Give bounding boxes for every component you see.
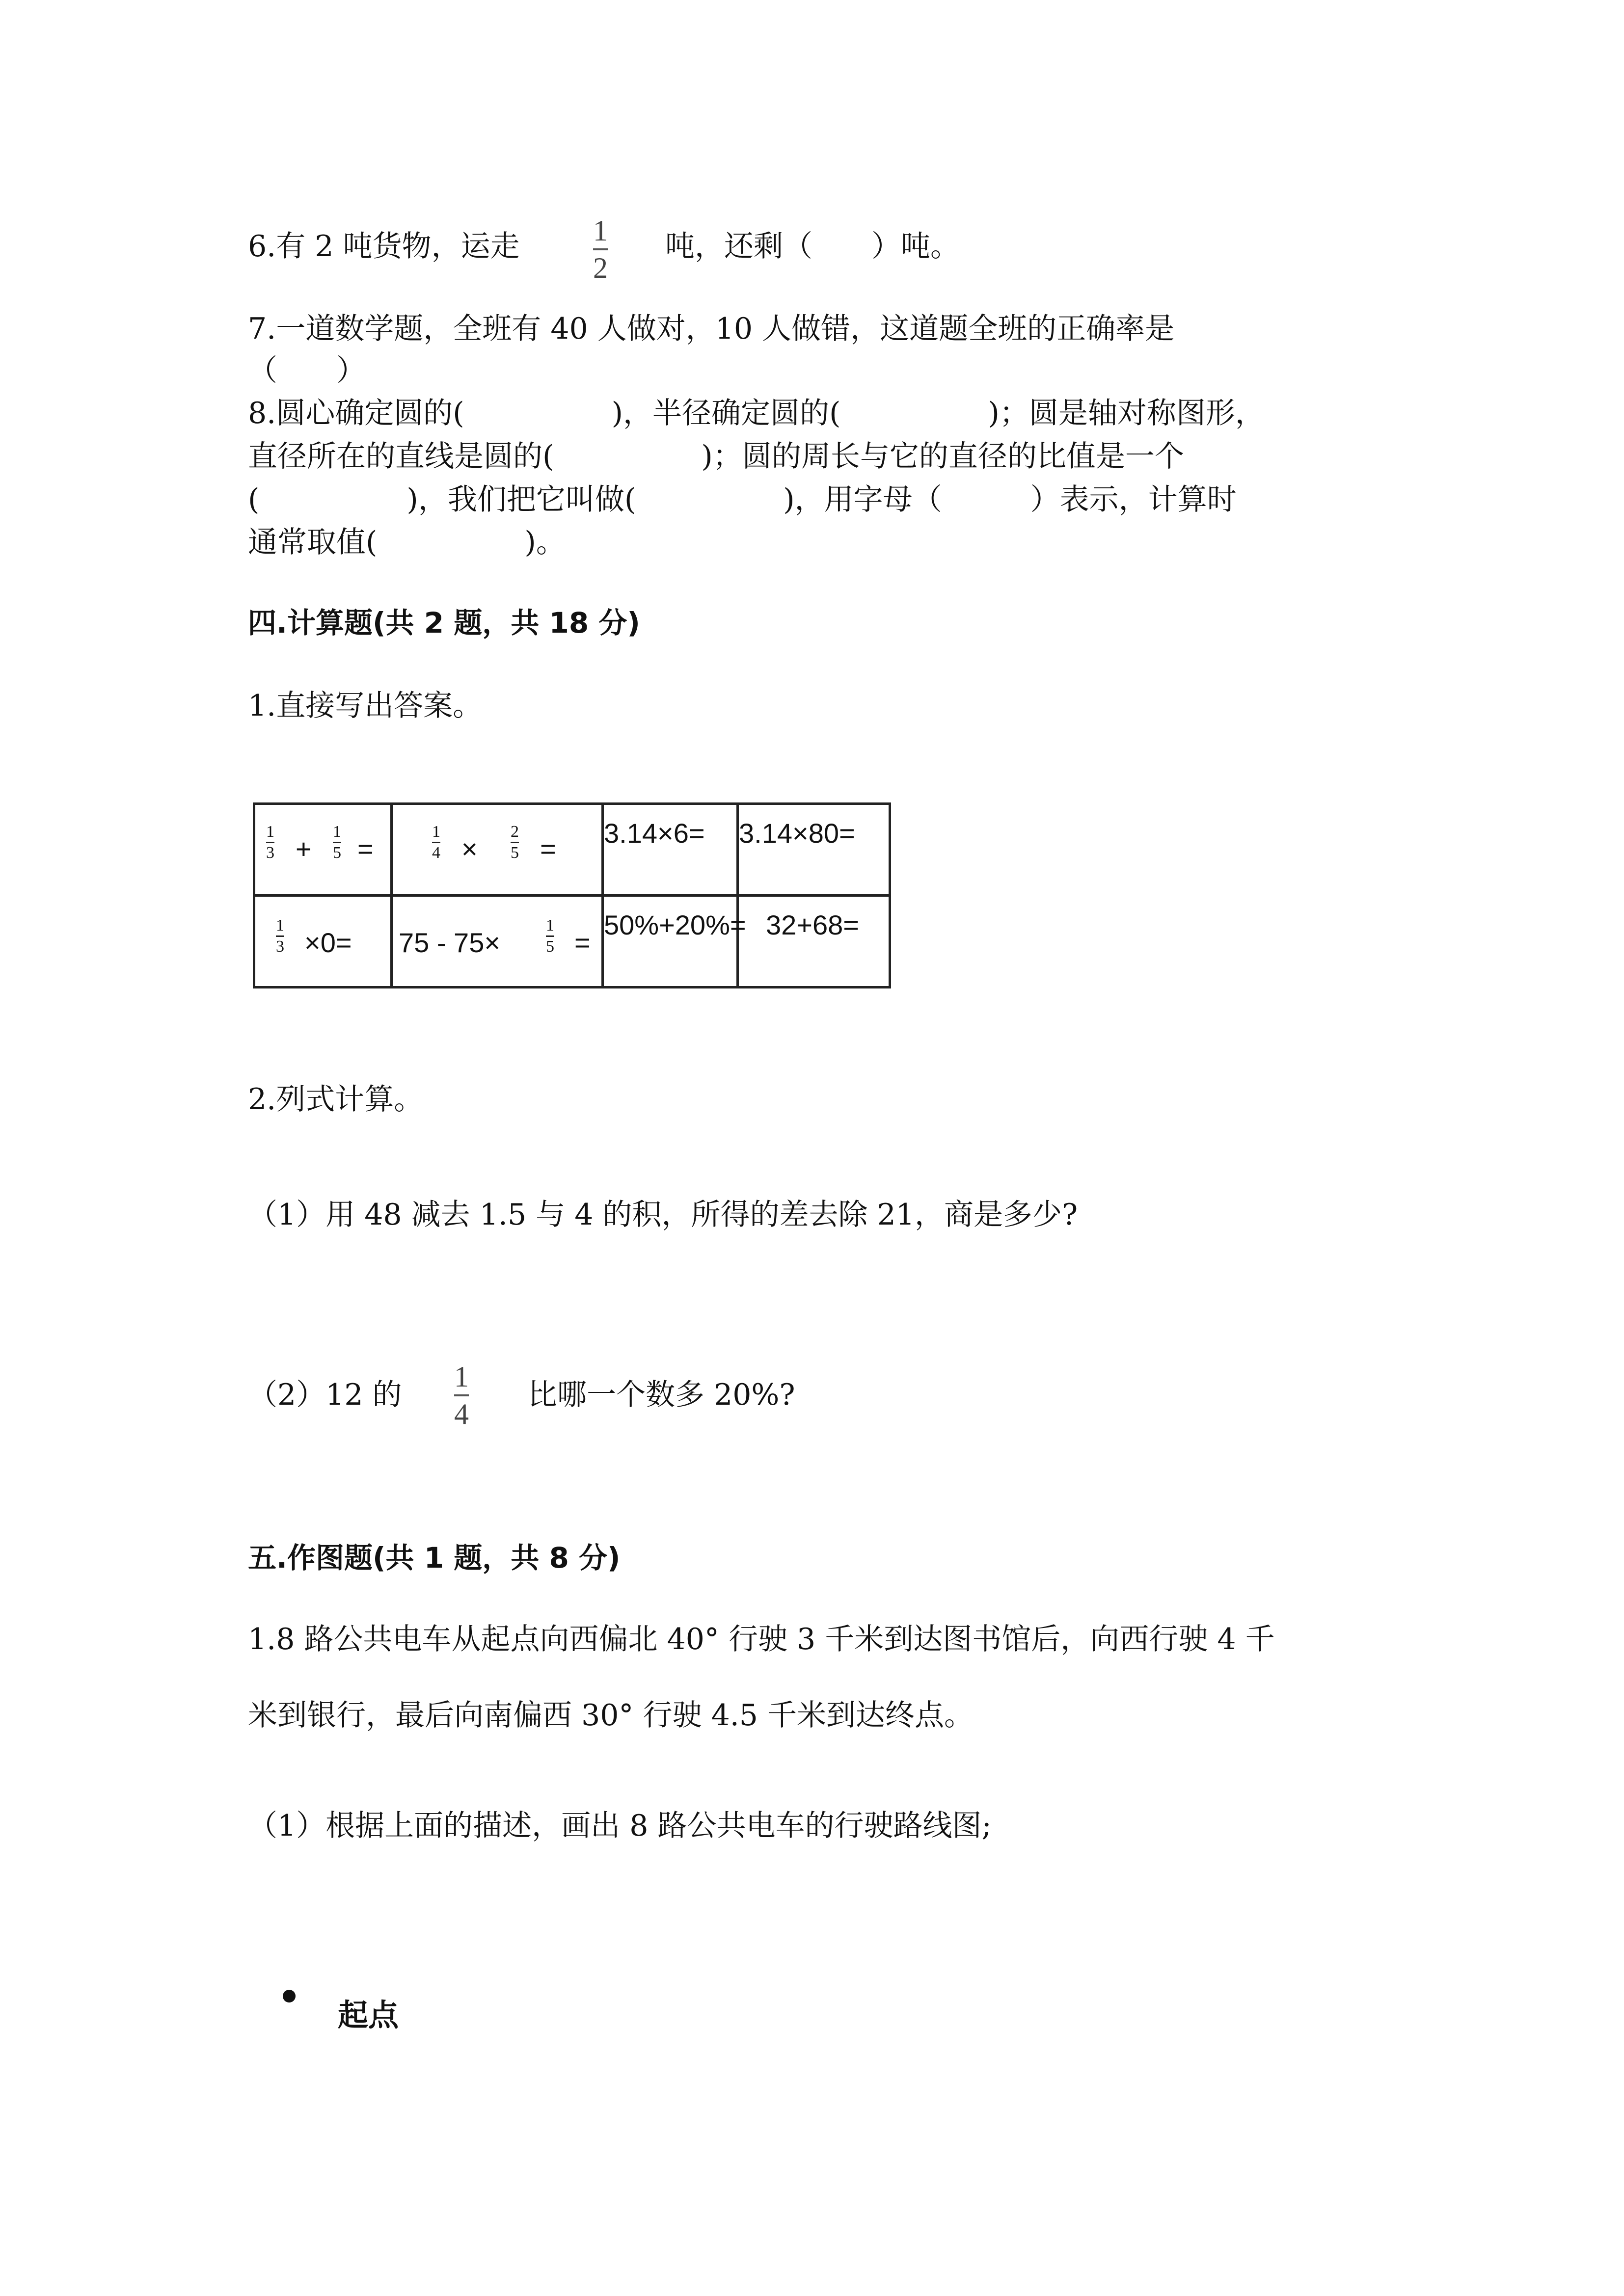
section4-q1: 1.直接写出答案。 xyxy=(248,689,483,723)
section4-q2: 2.列式计算。 xyxy=(248,1082,424,1117)
fraction-bar xyxy=(511,842,519,843)
fraction xyxy=(511,824,519,861)
expression: 32+68= xyxy=(766,909,859,940)
table-cell xyxy=(603,804,738,896)
section5-q1-line2: 米到银行，最后向南偏西 30° 行驶 4.5 千米到达终点。 xyxy=(248,1698,974,1733)
section4-q2-2b: 比哪一个数多 20%? xyxy=(528,1378,795,1412)
q6-text-a: 6.有 2 吨货物，运走 xyxy=(248,229,520,264)
table-cell xyxy=(392,804,603,896)
fraction-numerator: 1 xyxy=(432,823,440,841)
expression: 75 - 75× xyxy=(399,927,501,958)
q8-line2: 直径所在的直线是圆的( )；圆的周长与它的直径的比值是一个 xyxy=(248,439,1184,474)
table-cell xyxy=(392,896,603,988)
fraction-numerator: 1 xyxy=(333,823,341,841)
fraction xyxy=(546,917,554,955)
expression: 50%+20%= xyxy=(604,909,746,940)
fraction-bar xyxy=(333,842,341,843)
start-point-label: 起点 xyxy=(338,1997,399,2033)
section4-q2-1: （1）用 48 减去 1.5 与 4 的积，所得的差去除 21，商是多少? xyxy=(248,1198,1078,1232)
table-cell xyxy=(254,804,392,896)
table-cell xyxy=(254,896,392,988)
fraction-denominator: 5 xyxy=(546,937,554,956)
section5-title: 五.作图题(共 1 题，共 8 分) xyxy=(248,1541,621,1575)
fraction-bar xyxy=(266,842,274,843)
fraction-denominator: 4 xyxy=(432,844,440,862)
calculation-table xyxy=(253,802,891,988)
fraction-denominator: 2 xyxy=(593,252,608,284)
fraction-denominator: 3 xyxy=(276,937,284,956)
q7-line1: 7.一道数学题，全班有 40 人做对，10 人做错，这道题全班的正确率是 xyxy=(248,312,1175,346)
fraction xyxy=(333,824,341,861)
fraction-numerator: 2 xyxy=(511,823,519,841)
operator: × xyxy=(461,833,478,864)
expression: 3.14×6= xyxy=(604,818,705,849)
q8-line3: ( )，我们把它叫做( )，用字母（ ）表示，计算时 xyxy=(248,482,1237,517)
fraction-numerator: 1 xyxy=(546,916,554,934)
fraction-denominator: 4 xyxy=(454,1398,469,1430)
q6-text-b: 吨，还剩（ ）吨。 xyxy=(665,229,960,264)
fraction-bar xyxy=(593,248,608,250)
fraction-bar xyxy=(276,935,284,937)
fraction-bar xyxy=(454,1394,469,1396)
fraction-bar xyxy=(432,842,440,843)
fraction-denominator: 5 xyxy=(511,844,519,862)
fraction xyxy=(266,824,274,861)
fraction-bar xyxy=(546,935,554,937)
section5-q1-1: （1）根据上面的描述，画出 8 路公共电车的行驶路线图; xyxy=(248,1809,992,1843)
fraction xyxy=(276,917,284,955)
fraction-denominator: 5 xyxy=(333,844,341,862)
q8-line4: 通常取值( )。 xyxy=(248,525,566,560)
fraction-numerator: 1 xyxy=(266,823,274,841)
q2-2-fraction xyxy=(454,1362,469,1429)
section5-q1-line1: 1.8 路公共电车从起点向西偏北 40° 行驶 3 千米到达图书馆后，向西行驶 4 千 xyxy=(248,1622,1275,1656)
q8-line1: 8.圆心确定圆的( )，半径确定圆的( )；圆是轴对称图形， xyxy=(248,396,1265,430)
table-cell xyxy=(738,804,890,896)
fraction-numerator: 1 xyxy=(593,214,608,247)
fraction-denominator: 3 xyxy=(266,844,274,862)
section4-q2-2a: （2）12 的 xyxy=(248,1378,402,1412)
table-cell xyxy=(738,896,890,988)
section4-title: 四.计算题(共 2 题，共 18 分) xyxy=(248,606,640,640)
fraction xyxy=(432,824,440,861)
table-cell xyxy=(603,896,746,988)
equals: = xyxy=(574,927,591,958)
fraction-numerator: 1 xyxy=(276,916,284,934)
expression: ×0= xyxy=(304,927,352,958)
q7-line2: （ ） xyxy=(248,353,366,388)
equals: = xyxy=(357,833,374,864)
equals: = xyxy=(540,833,556,864)
expression: 3.14×80= xyxy=(739,818,855,849)
q6-fraction xyxy=(593,216,608,283)
operator: + xyxy=(296,833,312,864)
fraction-numerator: 1 xyxy=(454,1361,469,1393)
start-point-dot xyxy=(283,1990,296,2002)
